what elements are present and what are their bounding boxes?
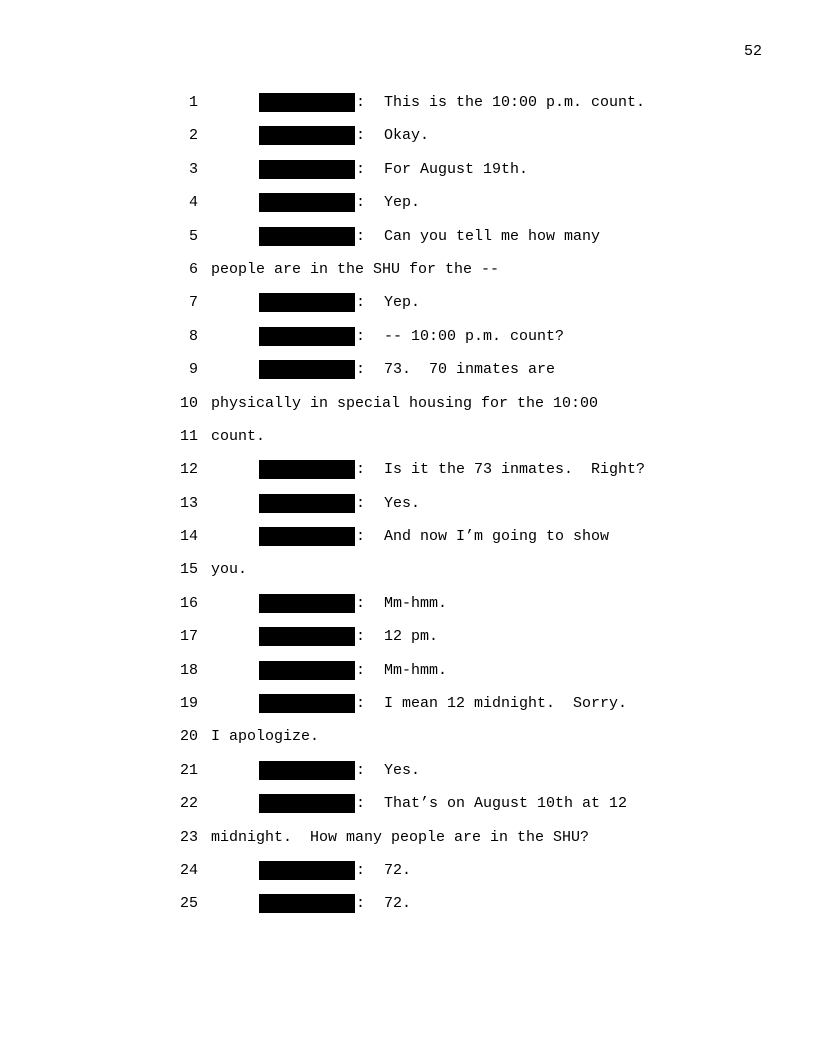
redacted-speaker-name	[259, 661, 355, 680]
speaker-colon: :	[356, 661, 366, 679]
line-number: 25	[179, 895, 198, 913]
transcript-line	[0, 527, 816, 560]
redacted-speaker-name	[259, 494, 355, 513]
redacted-speaker-name	[259, 761, 355, 780]
speech-text: Yep.	[384, 294, 421, 312]
transcript-line	[0, 394, 816, 427]
line-number: 1	[188, 94, 198, 111]
speech-text: Mm-hmm.	[384, 594, 448, 612]
speech-text: 72.	[384, 861, 412, 879]
line-number: 6	[188, 260, 198, 278]
line-number: 14	[179, 528, 198, 546]
speech-text: 72.	[384, 895, 412, 913]
line-number: 13	[179, 494, 198, 512]
line-number: 19	[179, 695, 198, 713]
speaker-colon: :	[356, 628, 366, 646]
line-number: 7	[188, 294, 198, 312]
line-number: 9	[188, 361, 198, 379]
line-number: 2	[188, 127, 198, 145]
speaker-colon: :	[356, 861, 366, 879]
speaker-colon: :	[356, 494, 366, 512]
redacted-speaker-name	[259, 794, 355, 813]
line-number: 8	[188, 327, 198, 345]
speaker-colon: :	[356, 160, 366, 178]
speaker-colon: :	[356, 761, 366, 779]
continuation-text: I apologize.	[211, 728, 320, 746]
speaker-colon: :	[356, 127, 366, 145]
transcript-line	[0, 93, 816, 126]
transcript-line	[0, 427, 816, 460]
speech-text: Yep.	[384, 194, 421, 212]
line-number: 11	[179, 427, 198, 445]
speaker-colon: :	[356, 695, 366, 713]
line-number: 3	[188, 160, 198, 178]
transcript-line	[0, 594, 816, 627]
transcript-line	[0, 460, 816, 493]
speaker-colon: :	[356, 294, 366, 312]
transcript-line	[0, 126, 816, 159]
speaker-colon: :	[356, 194, 366, 212]
transcript-line	[0, 727, 816, 760]
page-number: 52	[743, 43, 762, 60]
line-number: 18	[179, 661, 198, 679]
speaker-colon: :	[356, 227, 366, 245]
speech-text: 12 pm.	[384, 628, 439, 646]
redacted-speaker-name	[259, 293, 355, 312]
speech-text: -- 10:00 p.m. count?	[384, 327, 565, 345]
redacted-speaker-name	[259, 894, 355, 913]
redacted-speaker-name	[259, 93, 355, 112]
transcript-line	[0, 494, 816, 527]
line-number: 17	[179, 628, 198, 646]
speech-text: This is the 10:00 p.m. count.	[384, 94, 646, 111]
speaker-colon: :	[356, 361, 366, 379]
line-number: 4	[188, 194, 198, 212]
speech-text: That’s on August 10th at 12	[384, 795, 628, 813]
speaker-colon: :	[356, 895, 366, 913]
redacted-speaker-name	[259, 227, 355, 246]
speaker-colon: :	[356, 795, 366, 813]
redacted-speaker-name	[259, 160, 355, 179]
redacted-speaker-name	[259, 193, 355, 212]
continuation-text: midnight. How many people are in the SHU?	[211, 828, 590, 846]
transcript-line	[0, 327, 816, 360]
transcript-line	[0, 661, 816, 694]
line-number: 5	[188, 227, 198, 245]
speech-text: Yes.	[384, 761, 421, 779]
redacted-speaker-name	[259, 861, 355, 880]
speech-text: Is it the 73 inmates. Right?	[384, 461, 646, 479]
redacted-speaker-name	[259, 327, 355, 346]
redacted-speaker-name	[259, 527, 355, 546]
redacted-speaker-name	[259, 126, 355, 145]
redacted-speaker-name	[259, 360, 355, 379]
transcript-line	[0, 627, 816, 660]
transcript-line	[0, 360, 816, 393]
transcript-line	[0, 293, 816, 326]
speech-text: Can you tell me how many	[384, 227, 601, 245]
speech-text: Mm-hmm.	[384, 661, 448, 679]
line-number: 20	[179, 728, 198, 746]
speaker-colon: :	[356, 94, 366, 111]
redacted-speaker-name	[259, 460, 355, 479]
speech-text: 73. 70 inmates are	[384, 361, 556, 379]
continuation-text: you.	[211, 561, 248, 579]
transcript-line	[0, 761, 816, 794]
speaker-colon: :	[356, 528, 366, 546]
redacted-speaker-name	[259, 694, 355, 713]
transcript-line	[0, 160, 816, 193]
transcript-line	[0, 894, 816, 927]
line-number: 24	[179, 861, 198, 879]
redacted-speaker-name	[259, 594, 355, 613]
speech-text: Okay.	[384, 127, 430, 145]
transcript-line	[0, 227, 816, 260]
line-number: 23	[179, 828, 198, 846]
line-number: 10	[179, 394, 198, 412]
speaker-colon: :	[356, 327, 366, 345]
transcript-line	[0, 260, 816, 293]
line-number: 15	[179, 561, 198, 579]
continuation-text: people are in the SHU for the --	[211, 260, 500, 278]
transcript-line	[0, 828, 816, 861]
transcript-line	[0, 193, 816, 226]
transcript-line	[0, 694, 816, 727]
speech-text: I mean 12 midnight. Sorry.	[384, 695, 628, 713]
speech-text: Yes.	[384, 494, 421, 512]
speech-text: For August 19th.	[384, 160, 529, 178]
transcript-line	[0, 560, 816, 593]
speaker-colon: :	[356, 594, 366, 612]
redacted-speaker-name	[259, 627, 355, 646]
speaker-colon: :	[356, 461, 366, 479]
transcript-body	[0, 93, 816, 928]
line-number: 16	[179, 594, 198, 612]
transcript-line	[0, 794, 816, 827]
speech-text: And now I’m going to show	[384, 528, 610, 546]
line-number: 22	[179, 795, 198, 813]
line-number: 21	[179, 761, 198, 779]
line-number: 12	[179, 461, 198, 479]
continuation-text: count.	[211, 427, 266, 445]
transcript-line	[0, 861, 816, 894]
continuation-text: physically in special housing for the 10:00	[211, 394, 599, 412]
